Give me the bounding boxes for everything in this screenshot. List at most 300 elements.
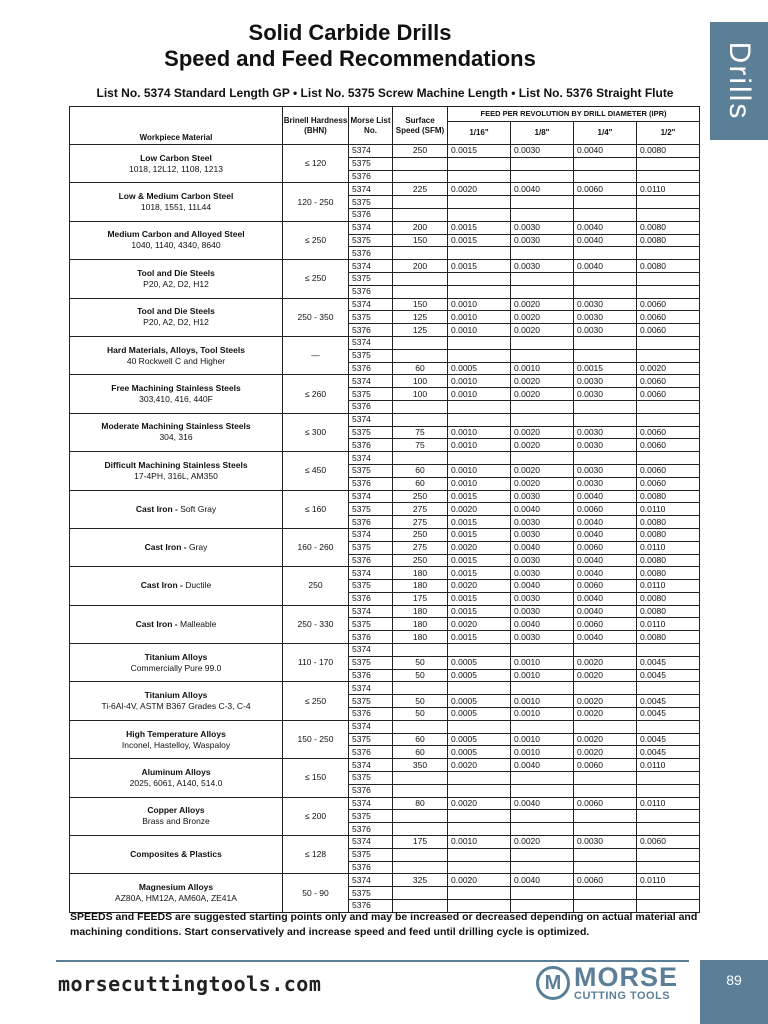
feed-1-16-cell: 0.0020 — [448, 183, 511, 196]
feed-1-2-cell — [637, 157, 700, 170]
material-grades: 303,410, 416, 440F — [139, 394, 213, 405]
feed-1-4-cell — [574, 848, 637, 861]
feed-1-16-cell — [448, 452, 511, 465]
feed-1-8-cell: 0.0030 — [511, 554, 574, 567]
table-body — [70, 145, 700, 913]
section-tab-label: Drills — [723, 41, 756, 121]
feed-1-16-cell: 0.0015 — [448, 605, 511, 618]
material-name: Composites & Plastics — [130, 849, 222, 860]
list-no-cell: 5376 — [349, 439, 393, 452]
feed-1-16-cell: 0.0010 — [448, 836, 511, 849]
list-no-cell: 5376 — [349, 400, 393, 413]
sfm-cell: 60 — [393, 746, 448, 759]
table-row — [70, 836, 700, 849]
feed-1-16-cell: 0.0020 — [448, 874, 511, 887]
sfm-cell — [393, 887, 448, 900]
feed-1-16-cell: 0.0010 — [448, 439, 511, 452]
list-no-cell: 5376 — [349, 516, 393, 529]
feed-1-2-cell: 0.0060 — [637, 375, 700, 388]
feed-1-2-cell: 0.0060 — [637, 388, 700, 401]
feed-1-16-cell: 0.0020 — [448, 503, 511, 516]
feed-1-8-cell: 0.0030 — [511, 516, 574, 529]
feed-1-8-cell: 0.0020 — [511, 388, 574, 401]
material-cell — [70, 836, 283, 874]
list-no-cell: 5375 — [349, 733, 393, 746]
sfm-cell: 275 — [393, 516, 448, 529]
header-list: Morse List No. — [349, 107, 393, 145]
feed-1-16-cell — [448, 413, 511, 426]
feed-1-2-cell — [637, 272, 700, 285]
table-row — [70, 644, 700, 657]
list-no-cell: 5374 — [349, 759, 393, 772]
feed-1-8-cell: 0.0030 — [511, 221, 574, 234]
sfm-cell — [393, 810, 448, 823]
feed-1-4-cell: 0.0020 — [574, 746, 637, 759]
sfm-cell: 180 — [393, 631, 448, 644]
material-cell — [70, 567, 283, 605]
sfm-cell: 75 — [393, 426, 448, 439]
table-row — [70, 874, 700, 887]
feed-1-4-cell: 0.0030 — [574, 375, 637, 388]
feed-1-8-cell — [511, 272, 574, 285]
feed-1-2-cell — [637, 810, 700, 823]
list-no-cell: 5374 — [349, 298, 393, 311]
bhn-cell: ≤ 260 — [283, 375, 349, 413]
list-no-cell: 5376 — [349, 592, 393, 605]
feed-1-4-cell: 0.0060 — [574, 503, 637, 516]
sfm-cell: 180 — [393, 567, 448, 580]
feed-1-2-cell: 0.0045 — [637, 669, 700, 682]
feed-1-4-cell: 0.0030 — [574, 477, 637, 490]
sfm-cell: 175 — [393, 836, 448, 849]
material-name: Cast Iron - Soft Gray — [135, 503, 217, 514]
sfm-cell: 180 — [393, 580, 448, 593]
feed-1-8-cell — [511, 644, 574, 657]
material-grades: Commercially Pure 99.0 — [130, 662, 222, 673]
page-number-box — [700, 960, 768, 1024]
list-no-cell: 5374 — [349, 145, 393, 158]
sfm-cell: 125 — [393, 324, 448, 337]
feed-1-2-cell: 0.0045 — [637, 733, 700, 746]
feed-1-8-cell — [511, 452, 574, 465]
feed-1-4-cell: 0.0040 — [574, 567, 637, 580]
list-no-cell: 5376 — [349, 362, 393, 375]
feed-1-2-cell — [637, 336, 700, 349]
sfm-cell: 50 — [393, 669, 448, 682]
list-no-cell: 5374 — [349, 797, 393, 810]
feed-1-8-cell: 0.0040 — [511, 503, 574, 516]
feed-1-4-cell: 0.0040 — [574, 554, 637, 567]
material-cell — [70, 605, 283, 643]
material-cell — [70, 759, 283, 797]
feed-1-2-cell: 0.0045 — [637, 695, 700, 708]
list-no-cell: 5374 — [349, 183, 393, 196]
feed-1-4-cell — [574, 644, 637, 657]
feed-1-4-cell — [574, 247, 637, 260]
material-grades: P20, A2, D2, H12 — [143, 317, 209, 328]
feed-1-4-cell: 0.0040 — [574, 605, 637, 618]
table-row — [70, 797, 700, 810]
feed-1-4-cell: 0.0040 — [574, 490, 637, 503]
material-name: Tool and Die Steels — [137, 306, 215, 317]
feed-1-16-cell: 0.0010 — [448, 311, 511, 324]
feed-1-2-cell — [637, 349, 700, 362]
feed-1-16-cell — [448, 848, 511, 861]
feed-1-8-cell: 0.0030 — [511, 567, 574, 580]
header-bhn: Brinell Hardness (BHN) — [283, 107, 349, 145]
feed-1-2-cell — [637, 772, 700, 785]
list-no-cell: 5374 — [349, 605, 393, 618]
sfm-cell: 200 — [393, 260, 448, 273]
feed-1-8-cell: 0.0010 — [511, 708, 574, 721]
feed-1-2-cell: 0.0060 — [637, 311, 700, 324]
feed-1-4-cell: 0.0040 — [574, 145, 637, 158]
sfm-cell: 80 — [393, 797, 448, 810]
sfm-cell — [393, 452, 448, 465]
table-row — [70, 375, 700, 388]
sfm-cell: 60 — [393, 362, 448, 375]
sfm-cell: 60 — [393, 464, 448, 477]
list-no-cell: 5375 — [349, 234, 393, 247]
sfm-cell: 150 — [393, 298, 448, 311]
feed-1-8-cell: 0.0040 — [511, 618, 574, 631]
feed-1-2-cell: 0.0080 — [637, 605, 700, 618]
feed-1-2-cell: 0.0060 — [637, 477, 700, 490]
list-no-cell: 5374 — [349, 490, 393, 503]
sfm-cell: 50 — [393, 708, 448, 721]
material-cell — [70, 221, 283, 259]
feed-1-4-cell: 0.0020 — [574, 708, 637, 721]
feed-1-2-cell: 0.0080 — [637, 490, 700, 503]
list-no-cell: 5374 — [349, 720, 393, 733]
feed-1-4-cell: 0.0020 — [574, 695, 637, 708]
feed-1-4-cell: 0.0060 — [574, 874, 637, 887]
feed-1-4-cell: 0.0020 — [574, 656, 637, 669]
table-row — [70, 413, 700, 426]
material-grades: 17-4PH, 316L, AM350 — [134, 470, 218, 481]
material-grades: 1018, 1551, 11L44 — [140, 202, 212, 213]
feed-1-8-cell: 0.0020 — [511, 426, 574, 439]
feed-1-16-cell: 0.0020 — [448, 541, 511, 554]
feed-1-8-cell: 0.0010 — [511, 362, 574, 375]
list-no-cell: 5374 — [349, 375, 393, 388]
feed-1-4-cell: 0.0040 — [574, 528, 637, 541]
feed-1-16-cell: 0.0005 — [448, 669, 511, 682]
feed-1-4-cell: 0.0040 — [574, 631, 637, 644]
feed-1-4-cell: 0.0030 — [574, 464, 637, 477]
feed-1-16-cell — [448, 810, 511, 823]
material-cell — [70, 260, 283, 298]
feed-1-2-cell — [637, 196, 700, 209]
material-type: Gray — [188, 542, 208, 553]
feed-1-4-cell — [574, 823, 637, 836]
sfm-cell — [393, 682, 448, 695]
feed-1-2-cell: 0.0080 — [637, 592, 700, 605]
feed-1-16-cell: 0.0015 — [448, 554, 511, 567]
feed-1-16-cell — [448, 157, 511, 170]
feed-1-4-cell — [574, 682, 637, 695]
feed-1-4-cell — [574, 861, 637, 874]
material-name: Medium Carbon and Alloyed Steel — [107, 229, 245, 240]
list-no-cell: 5375 — [349, 541, 393, 554]
sfm-cell — [393, 196, 448, 209]
feed-1-4-cell — [574, 285, 637, 298]
feed-1-16-cell — [448, 823, 511, 836]
feed-1-16-cell — [448, 772, 511, 785]
feed-1-2-cell: 0.0060 — [637, 464, 700, 477]
feed-1-16-cell: 0.0015 — [448, 516, 511, 529]
feed-1-2-cell — [637, 413, 700, 426]
sfm-cell — [393, 336, 448, 349]
feed-1-8-cell — [511, 170, 574, 183]
feed-1-4-cell — [574, 810, 637, 823]
page-number: 89 — [726, 972, 742, 988]
list-no-cell: 5375 — [349, 272, 393, 285]
feed-1-8-cell: 0.0010 — [511, 656, 574, 669]
feed-1-4-cell — [574, 349, 637, 362]
feed-1-4-cell: 0.0060 — [574, 618, 637, 631]
table-row — [70, 260, 700, 273]
logo-badge-letter: M — [544, 972, 562, 994]
sfm-cell — [393, 157, 448, 170]
material-name: Difficult Machining Stainless Steels — [104, 459, 248, 470]
feed-1-4-cell — [574, 272, 637, 285]
feed-1-8-cell: 0.0030 — [511, 605, 574, 618]
list-no-cell: 5375 — [349, 618, 393, 631]
header-dia-1-4: 1/4" — [574, 122, 637, 145]
feed-1-4-cell — [574, 720, 637, 733]
feed-1-16-cell: 0.0020 — [448, 797, 511, 810]
bhn-cell: 50 - 90 — [283, 874, 349, 912]
sfm-cell — [393, 400, 448, 413]
sfm-cell — [393, 170, 448, 183]
feed-1-8-cell: 0.0010 — [511, 669, 574, 682]
sfm-cell: 100 — [393, 375, 448, 388]
list-no-cell: 5374 — [349, 413, 393, 426]
sfm-cell: 250 — [393, 490, 448, 503]
sfm-cell — [393, 784, 448, 797]
feed-1-4-cell: 0.0060 — [574, 759, 637, 772]
feed-1-4-cell: 0.0030 — [574, 388, 637, 401]
feed-1-16-cell — [448, 272, 511, 285]
list-no-cell: 5376 — [349, 746, 393, 759]
feed-1-16-cell: 0.0005 — [448, 708, 511, 721]
feed-1-2-cell: 0.0045 — [637, 708, 700, 721]
feed-1-16-cell: 0.0005 — [448, 695, 511, 708]
website-link[interactable]: morsecuttingtools.com — [58, 972, 322, 996]
material-grades: Brass and Bronze — [142, 816, 210, 827]
sfm-cell — [393, 272, 448, 285]
feed-1-4-cell: 0.0060 — [574, 541, 637, 554]
feed-1-16-cell: 0.0015 — [448, 145, 511, 158]
feed-1-2-cell: 0.0110 — [637, 541, 700, 554]
material-grades: AZ80A, HM12A, AM60A, ZE41A — [115, 893, 237, 904]
sfm-cell — [393, 349, 448, 362]
list-no-cell: 5375 — [349, 196, 393, 209]
feed-1-2-cell: 0.0110 — [637, 618, 700, 631]
feed-1-16-cell: 0.0010 — [448, 477, 511, 490]
bhn-cell: ≤ 300 — [283, 413, 349, 451]
feed-1-4-cell: 0.0060 — [574, 183, 637, 196]
feed-1-16-cell — [448, 400, 511, 413]
list-subtitle: List No. 5374 Standard Length GP • List No. 5375 Screw Machine Length • List No. 5376 Straight Flute — [96, 86, 674, 100]
feed-1-8-cell — [511, 772, 574, 785]
bhn-cell: ≤ 160 — [283, 490, 349, 528]
material-type: Malleable — [180, 618, 217, 629]
feed-1-2-cell — [637, 170, 700, 183]
bhn-cell: ≤ 250 — [283, 221, 349, 259]
section-tab — [710, 22, 768, 140]
list-no-cell: 5375 — [349, 157, 393, 170]
feed-1-8-cell — [511, 349, 574, 362]
feed-1-8-cell — [511, 682, 574, 695]
feed-1-16-cell — [448, 644, 511, 657]
table-row — [70, 145, 700, 158]
bhn-cell: ≤ 450 — [283, 452, 349, 490]
feed-1-8-cell: 0.0030 — [511, 490, 574, 503]
list-no-cell: 5375 — [349, 580, 393, 593]
feed-1-16-cell — [448, 887, 511, 900]
material-name: Cast Iron - Gray — [144, 542, 208, 553]
sfm-cell: 60 — [393, 733, 448, 746]
table-row — [70, 605, 700, 618]
material-grades: P20, A2, D2, H12 — [143, 278, 209, 289]
feed-1-16-cell: 0.0010 — [448, 464, 511, 477]
list-no-cell: 5376 — [349, 554, 393, 567]
material-name: Copper Alloys — [147, 805, 205, 816]
sfm-cell: 50 — [393, 656, 448, 669]
feed-1-8-cell — [511, 823, 574, 836]
sfm-cell — [393, 720, 448, 733]
feed-1-16-cell: 0.0015 — [448, 528, 511, 541]
material-name: Cast Iron - Malleable — [135, 618, 217, 629]
logo-brand: MORSE — [574, 962, 679, 992]
feed-1-4-cell — [574, 772, 637, 785]
material-grades: Ti-6Al-4V, ASTM B367 Grades C-3, C-4 — [101, 701, 251, 712]
feed-1-2-cell — [637, 644, 700, 657]
feed-1-4-cell — [574, 413, 637, 426]
feed-1-8-cell — [511, 887, 574, 900]
feed-1-2-cell — [637, 452, 700, 465]
bhn-cell: 250 — [283, 567, 349, 605]
feed-1-2-cell: 0.0060 — [637, 836, 700, 849]
feed-1-2-cell: 0.0045 — [637, 746, 700, 759]
material-cell — [70, 452, 283, 490]
feed-1-4-cell — [574, 452, 637, 465]
list-no-cell: 5374 — [349, 452, 393, 465]
feed-1-16-cell — [448, 285, 511, 298]
sfm-cell — [393, 413, 448, 426]
morse-logo — [534, 962, 694, 1006]
feed-1-8-cell: 0.0040 — [511, 183, 574, 196]
bhn-cell: 250 - 350 — [283, 298, 349, 336]
logo-tagline: CUTTING TOOLS — [574, 990, 671, 1002]
feed-1-2-cell: 0.0060 — [637, 324, 700, 337]
feed-1-8-cell: 0.0010 — [511, 733, 574, 746]
sfm-cell — [393, 848, 448, 861]
feed-1-8-cell: 0.0040 — [511, 759, 574, 772]
feed-1-4-cell — [574, 170, 637, 183]
list-no-cell: 5374 — [349, 260, 393, 273]
feed-1-4-cell — [574, 157, 637, 170]
sfm-cell: 50 — [393, 695, 448, 708]
feed-1-8-cell: 0.0010 — [511, 746, 574, 759]
feed-1-4-cell: 0.0040 — [574, 221, 637, 234]
feed-1-2-cell: 0.0020 — [637, 362, 700, 375]
material-cell — [70, 874, 283, 912]
feed-1-2-cell — [637, 823, 700, 836]
material-cell — [70, 490, 283, 528]
list-no-cell: 5375 — [349, 887, 393, 900]
table-row — [70, 336, 700, 349]
bhn-cell: ≤ 150 — [283, 759, 349, 797]
feed-1-8-cell — [511, 413, 574, 426]
feed-1-2-cell — [637, 682, 700, 695]
bhn-cell: 250 - 330 — [283, 605, 349, 643]
feed-1-2-cell: 0.0110 — [637, 503, 700, 516]
material-cell — [70, 797, 283, 835]
feed-1-16-cell: 0.0015 — [448, 490, 511, 503]
feed-1-8-cell — [511, 285, 574, 298]
material-cell — [70, 145, 283, 183]
list-no-cell: 5376 — [349, 669, 393, 682]
feed-1-4-cell: 0.0030 — [574, 298, 637, 311]
feed-1-8-cell — [511, 784, 574, 797]
feed-1-8-cell: 0.0030 — [511, 145, 574, 158]
material-name: Titanium Alloys — [144, 651, 208, 662]
feed-1-2-cell: 0.0080 — [637, 234, 700, 247]
feed-1-8-cell: 0.0030 — [511, 592, 574, 605]
feed-1-16-cell: 0.0010 — [448, 298, 511, 311]
feed-1-8-cell: 0.0020 — [511, 311, 574, 324]
feed-1-16-cell — [448, 784, 511, 797]
feed-1-8-cell — [511, 400, 574, 413]
feed-1-2-cell: 0.0110 — [637, 797, 700, 810]
feed-1-4-cell: 0.0030 — [574, 426, 637, 439]
feed-1-8-cell: 0.0020 — [511, 375, 574, 388]
material-cell — [70, 682, 283, 720]
list-no-cell: 5375 — [349, 503, 393, 516]
list-no-cell: 5376 — [349, 247, 393, 260]
bhn-cell: 160 - 260 — [283, 528, 349, 566]
header-dia-1-8: 1/8" — [511, 122, 574, 145]
bhn-cell: 150 - 250 — [283, 720, 349, 758]
feed-1-16-cell: 0.0020 — [448, 580, 511, 593]
feed-1-16-cell: 0.0010 — [448, 426, 511, 439]
table-row — [70, 720, 700, 733]
material-cell — [70, 336, 283, 374]
sfm-cell: 175 — [393, 592, 448, 605]
material-cell — [70, 298, 283, 336]
feed-1-16-cell: 0.0005 — [448, 733, 511, 746]
list-no-cell: 5375 — [349, 656, 393, 669]
list-no-cell: 5376 — [349, 324, 393, 337]
feed-1-16-cell: 0.0010 — [448, 388, 511, 401]
list-no-cell: 5376 — [349, 708, 393, 721]
feed-1-2-cell: 0.0060 — [637, 439, 700, 452]
feed-1-8-cell: 0.0030 — [511, 631, 574, 644]
material-name: High Temperature Alloys — [126, 728, 226, 739]
feed-1-8-cell — [511, 720, 574, 733]
material-cell — [70, 413, 283, 451]
sfm-cell — [393, 285, 448, 298]
feed-1-8-cell — [511, 336, 574, 349]
table-row — [70, 221, 700, 234]
material-grades: 1018, 12L12, 1108, 1213 — [129, 163, 223, 174]
table-row — [70, 567, 700, 580]
feed-1-16-cell — [448, 196, 511, 209]
feed-1-2-cell: 0.0110 — [637, 183, 700, 196]
